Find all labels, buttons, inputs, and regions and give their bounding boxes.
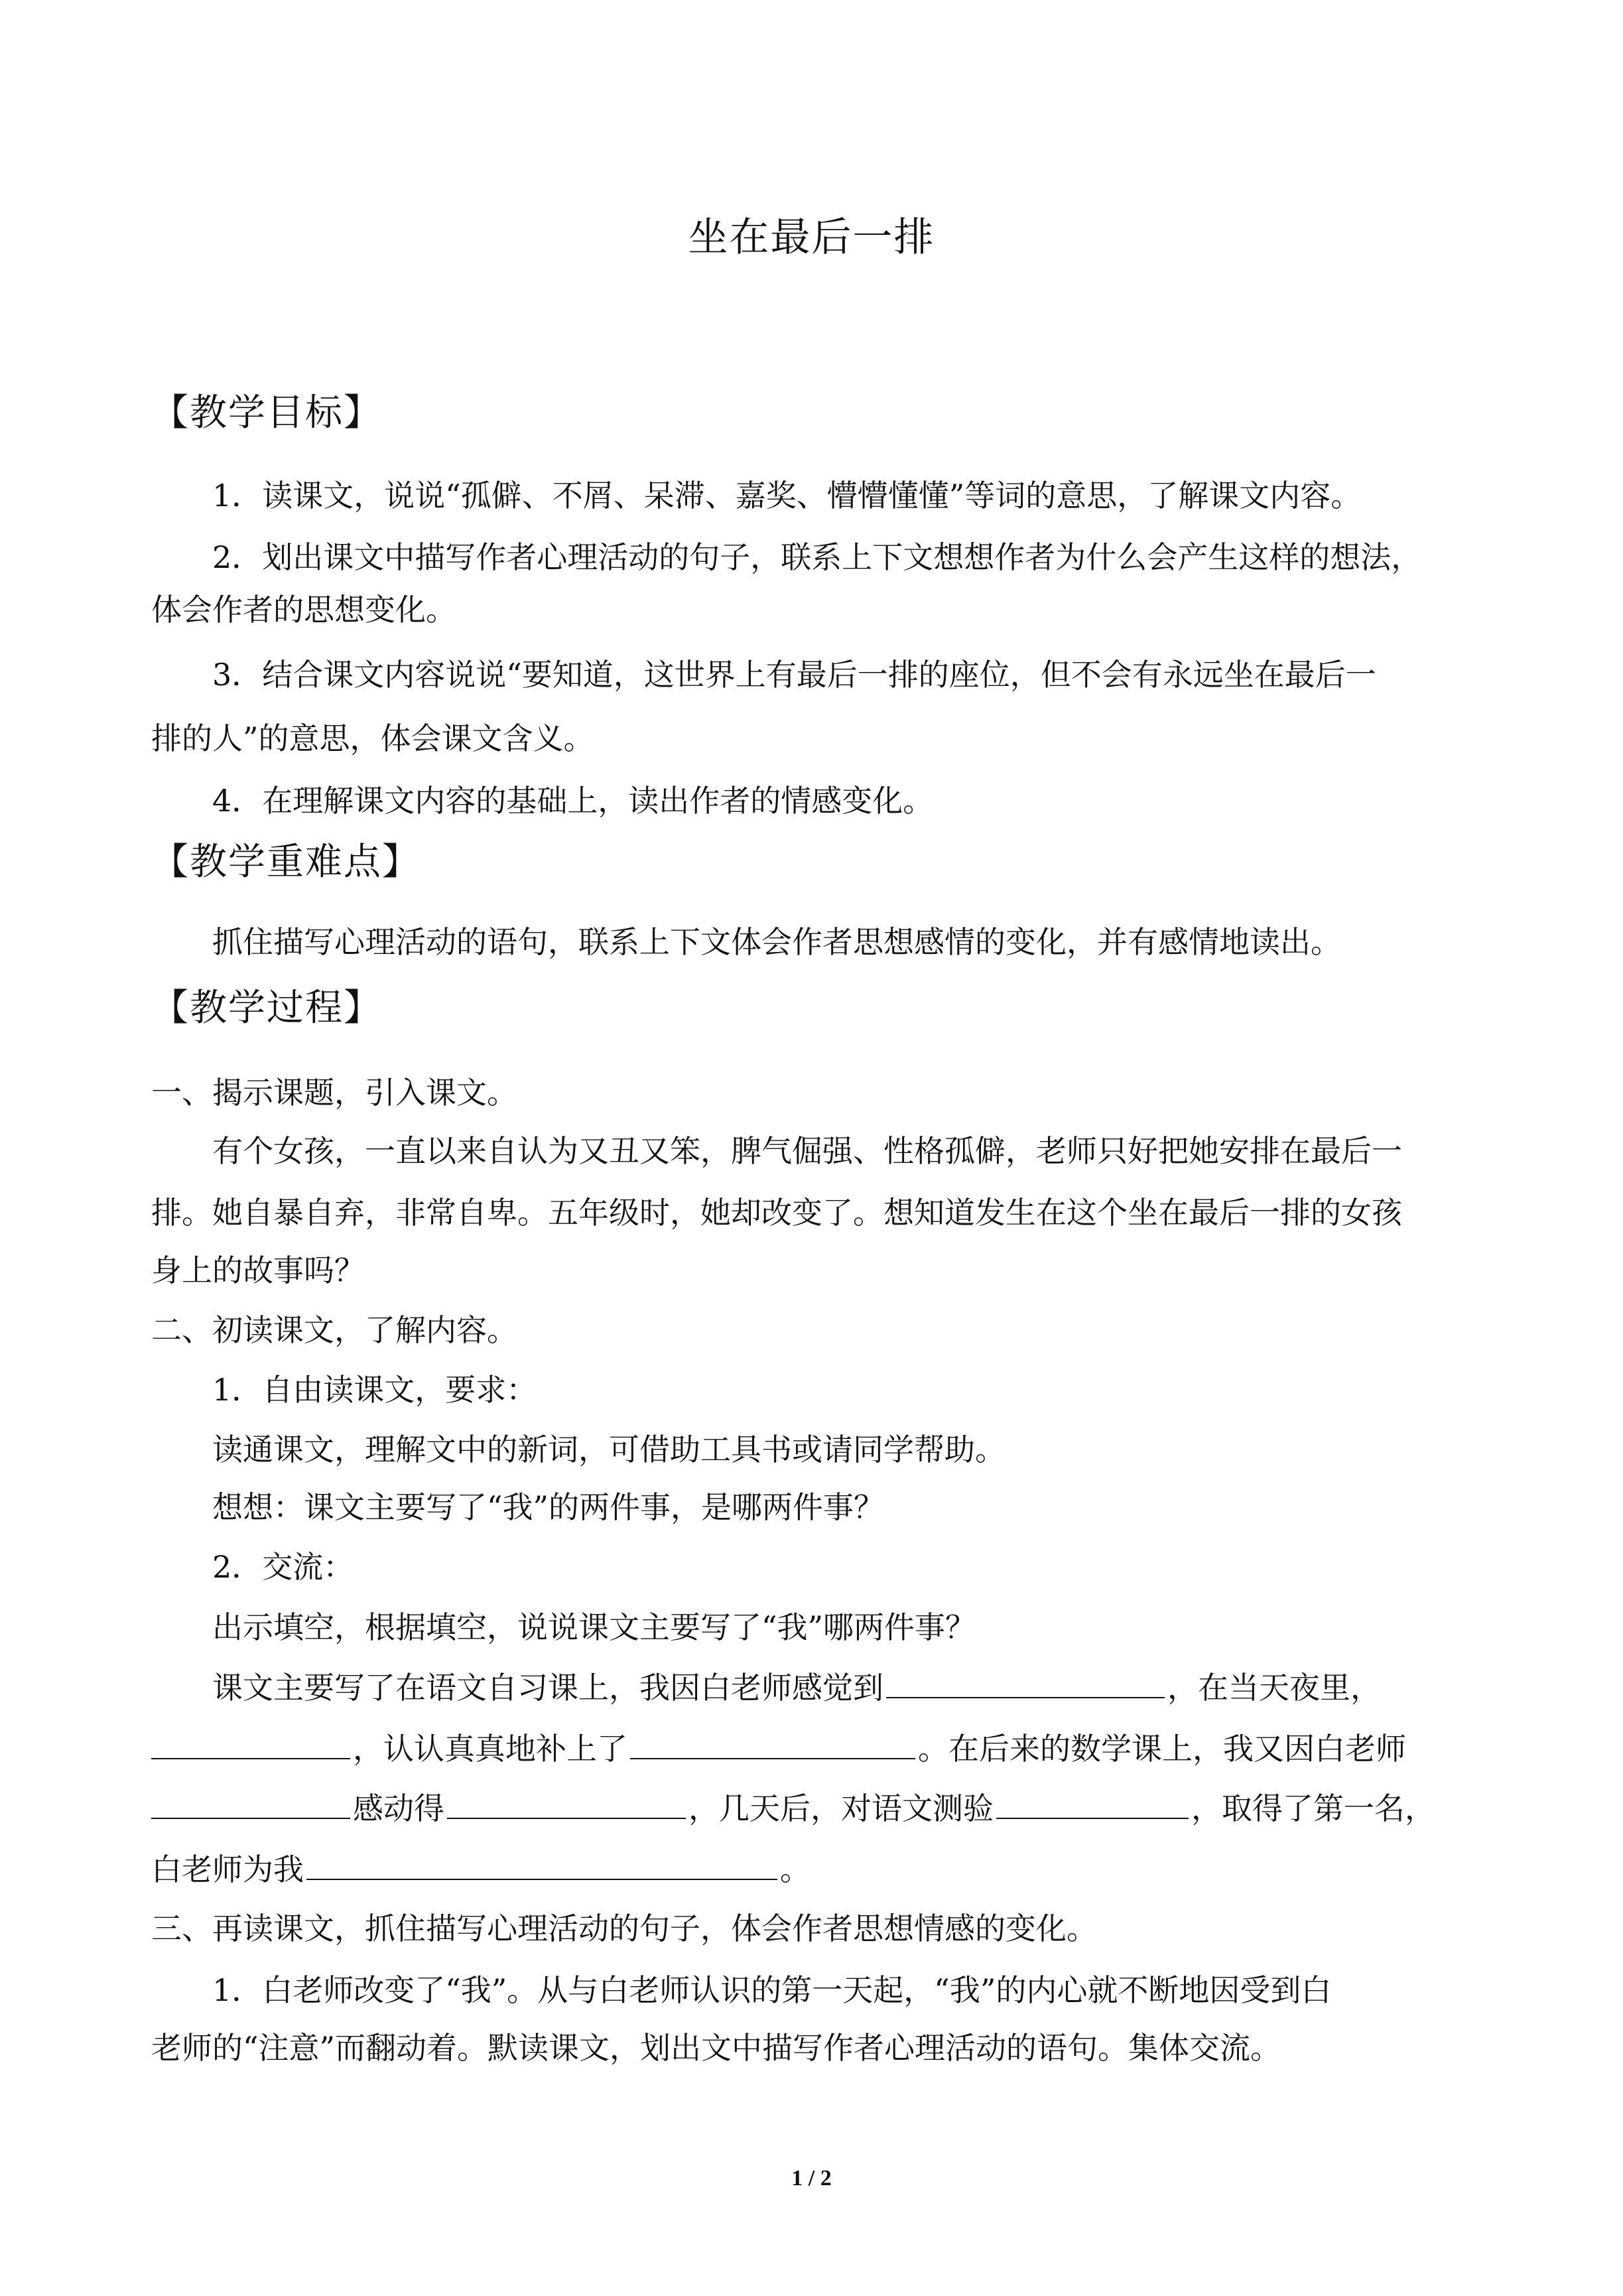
key-points-text: 抓住描写心理活动的语句，联系上下文体会作者思想感情的变化，并有感情地读出。 [212, 924, 1341, 960]
step2-sub1: 1．自由读课文，要求： [212, 1372, 537, 1408]
fill-blank-3[interactable] [630, 1725, 915, 1759]
objective-1: 1．读课文，说说“孤僻、不屑、呆滞、嘉奖、懵懵懂懂”等词的意思，了解课文内容。 [212, 478, 1362, 513]
fill-text-i: 。 [780, 1852, 811, 1887]
fill-blank-7[interactable] [306, 1846, 777, 1880]
step3-line-2: 老师的“注意”而翻动着。默读课文，划出文中描写作者心理活动的语句。集体交流。 [151, 2030, 1281, 2066]
page-title: 坐在最后一排 [688, 214, 935, 261]
step1-line-3: 身上的故事吗？ [151, 1252, 365, 1288]
step2-req2: 想想：课文主要写了“我”的两件事，是哪两件事？ [212, 1489, 885, 1525]
fill-text-b: ，在当天夜里， [1167, 1670, 1381, 1706]
fill-text-e: 感动得 [353, 1790, 444, 1826]
fill-text-h: 白老师为我 [151, 1852, 304, 1887]
fill-line-2 [151, 1725, 1484, 1772]
objective-3: 3．结合课文内容说说“要知道，这世界上有最后一排的座位，但不会有永远坐在最后一 [212, 657, 1376, 693]
page-number: 1 / 2 [791, 2166, 832, 2191]
objective-2-cont: 体会作者的思想变化。 [151, 592, 456, 628]
step2-req1: 读通课文，理解文中的新词，可借助工具书或请同学帮助。 [212, 1432, 1006, 1467]
objective-3-cont: 排的人”的意思，体会课文含义。 [151, 720, 594, 756]
fill-blank-5[interactable] [447, 1785, 686, 1819]
key-points-heading: 【教学重难点】 [151, 841, 421, 884]
fill-line-4 [151, 1846, 1484, 1893]
fill-text-g: ，取得了第一名， [1191, 1790, 1435, 1826]
fill-line-1 [212, 1664, 1486, 1711]
step1-line-2: 排。她自暴自弃，非常自卑。五年级时，她却改变了。想知道发生在这个坐在最后一排的女孩 [151, 1195, 1402, 1231]
process-heading: 【教学过程】 [151, 986, 382, 1030]
step1-line-1: 有个女孩，一直以来自认为又丑又笨，脾气倔强、性格孤僻，老师只好把她安排在最后一 [212, 1133, 1402, 1169]
fill-text-c: ，认认真真地补上了 [353, 1731, 627, 1767]
objectives-heading: 【教学目标】 [151, 391, 382, 435]
fill-line-3 [151, 1785, 1484, 1832]
step3-title: 三、再读课文，抓住描写心理活动的句子，体会作者思想情感的变化。 [151, 1911, 1097, 1946]
fill-text-d: 。在后来的数学课上，我又因白老师 [918, 1731, 1406, 1767]
fill-text-a: 课文主要写了在语文自习课上，我因白老师感觉到 [212, 1670, 883, 1706]
fill-blank-1[interactable] [886, 1664, 1165, 1698]
fill-blank-6[interactable] [996, 1785, 1189, 1819]
objective-4: 4．在理解课文内容的基础上，读出作者的情感变化。 [212, 783, 934, 819]
fill-blank-2[interactable] [151, 1725, 350, 1759]
objective-2: 2．划出课文中描写作者心理活动的句子，联系上下文想想作者为什么会产生这样的想法， [212, 539, 1422, 575]
step2-prompt: 出示填空，根据填空，说说课文主要写了“我”哪两件事？ [212, 1609, 976, 1645]
step3-line-1: 1．白老师改变了“我”。从与白老师认识的第一天起，“我”的内心就不断地因受到白 [212, 1972, 1332, 2008]
step1-title: 一、揭示课题，引入课文。 [151, 1075, 517, 1111]
fill-text-f: ，几天后，对语文测验 [688, 1790, 994, 1826]
step2-title: 二、初读课文，了解内容。 [151, 1312, 517, 1348]
step2-sub2: 2．交流： [212, 1549, 354, 1585]
fill-blank-4[interactable] [151, 1785, 350, 1819]
